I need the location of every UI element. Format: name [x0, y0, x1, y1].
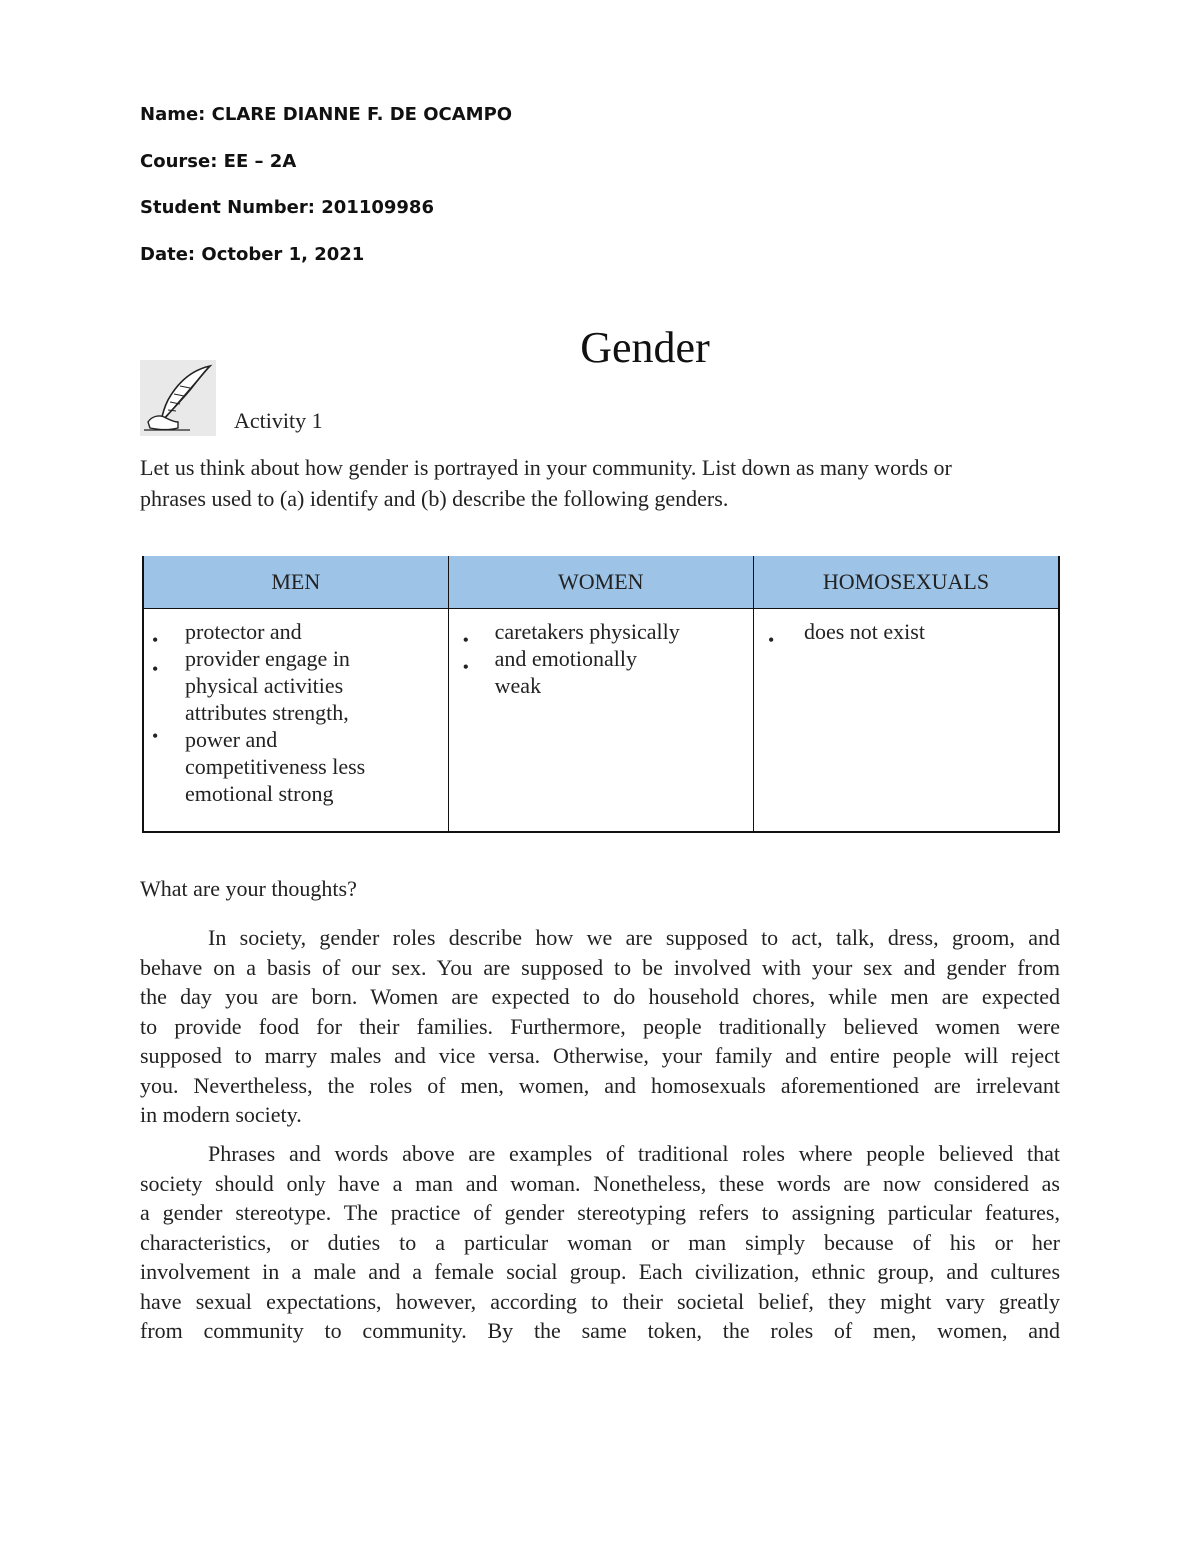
paragraph-line: society should only have a man and woman. Nonetheless, these words are now considered as — [140, 1170, 1060, 1196]
table-header-row — [143, 556, 1059, 609]
bullet: • — [767, 630, 775, 650]
page-title: Gender — [580, 323, 710, 372]
cell-homosexuals — [753, 609, 1059, 833]
bullet: • — [152, 726, 159, 746]
paragraph-line: behave on a basis of our sex. You are supposed to be involved with your sex and gender from — [140, 954, 1060, 980]
student-number-label: Student Number: — [140, 197, 315, 218]
date-line — [140, 244, 364, 265]
cell-line: provider engage in — [185, 646, 350, 671]
instruction-line: phrases used to (a) identify and (b) describe the following genders. — [140, 486, 729, 511]
student-number-value: 201109986 — [321, 197, 434, 218]
course-line — [140, 151, 296, 172]
activity-label: Activity 1 — [234, 408, 323, 433]
paragraph-line: involvement in a male and a female social group. Each civilization, ethnic group, and cultures — [140, 1259, 1060, 1284]
cell-line: physical activities — [185, 673, 344, 698]
bullet: • — [152, 630, 159, 650]
name-line — [140, 104, 512, 125]
name-label: Name: — [140, 104, 206, 125]
paragraph-line: you. Nevertheless, the roles of men, women, and homosexuals aforementioned are irrelevant — [140, 1072, 1060, 1098]
paragraph-line: the day you are born. Women are expected to do household chores, while men are expected — [140, 984, 1060, 1009]
column-header-homosexuals: HOMOSEXUALS — [753, 556, 1059, 609]
course-value: EE – 2A — [223, 151, 297, 172]
thoughts-heading: What are your thoughts? — [140, 876, 357, 901]
cell-line: protector and — [185, 619, 302, 644]
cell-line: competitiveness less — [185, 754, 366, 779]
bullet: • — [152, 659, 159, 679]
cell-men — [143, 609, 448, 833]
date-value: October 1, 2021 — [201, 244, 365, 265]
paragraph-2 — [140, 1139, 1060, 1346]
paragraph-line: from community to community. By the same token, the roles of men, women, and — [140, 1318, 1060, 1343]
paragraph-line: In society, gender roles describe how we are supposed to act, talk, dress, groom, and — [208, 925, 1060, 950]
date-label: Date: — [140, 244, 196, 265]
cell-line: caretakers physically — [494, 619, 680, 644]
bullet: • — [462, 630, 469, 650]
cell-line: and emotionally — [494, 646, 638, 671]
cell-women — [448, 609, 753, 833]
cell-line: weak — [494, 673, 542, 698]
instruction-line: Let us think about how gender is portrayed in your community. List down as many words or — [140, 455, 952, 480]
paragraph-line: to provide food for their families. Furthermore, people traditionally believed women were — [140, 1013, 1060, 1039]
paragraph-line: supposed to marry males and vice versa. Otherwise, your family and entire people will reject — [140, 1043, 1060, 1068]
table-row — [143, 609, 1059, 833]
cell-line: power and — [185, 727, 278, 752]
gender-table — [142, 556, 1060, 833]
column-header-men: MEN — [143, 556, 448, 609]
cell-line: does not exist — [803, 619, 925, 644]
student-number-line — [140, 197, 434, 218]
paragraph-line: characteristics, or duties to a particular woman or man simply because of his or her — [140, 1229, 1060, 1255]
paragraph-line: have sexual expectations, however, according to their societal belief, they might vary greatly — [140, 1288, 1060, 1314]
paragraph-line: a gender stereotype. The practice of gender stereotyping refers to assigning particular features, — [140, 1200, 1060, 1225]
name-value: CLARE DIANNE F. DE OCAMPO — [211, 104, 513, 125]
column-header-women: WOMEN — [448, 556, 753, 609]
paragraph-line: Phrases and words above are examples of traditional roles where people believed that — [208, 1141, 1060, 1166]
activity-instructions — [140, 452, 1062, 514]
course-label: Course: — [140, 151, 218, 172]
cell-line: emotional strong — [185, 781, 334, 806]
paragraph-1 — [140, 923, 1060, 1130]
cell-line: attributes strength, — [185, 700, 349, 725]
paragraph-line: in modern society. — [140, 1102, 302, 1127]
bullet: • — [462, 657, 469, 677]
quill-pen-icon — [140, 360, 216, 436]
